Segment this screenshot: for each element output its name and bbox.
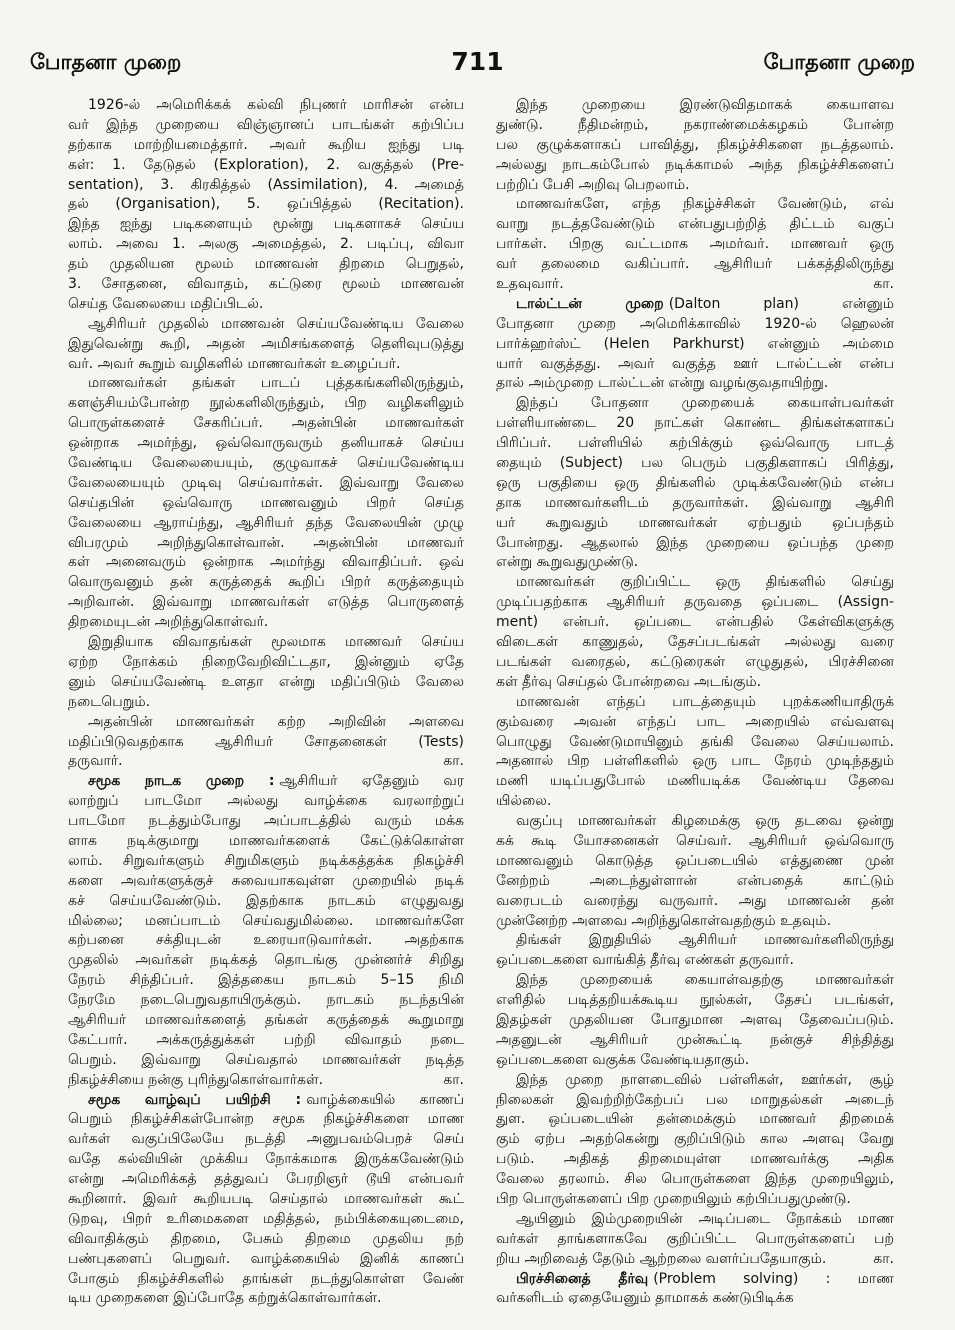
line-text: (Dalton plan) என்னும்: [668, 295, 894, 312]
text-line: [68, 991, 464, 1011]
line-text: வேலையையும் முடிவு செய்வார்கள். இவ்வாறு வேலை: [68, 474, 464, 491]
paragraph: [68, 96, 464, 315]
running-head-right: போதனா முறை: [763, 50, 915, 74]
line-text: கக் கூடி யோசனைகள் செய்வர். ஆசிரியர் ஒவ்வொரு: [496, 832, 894, 849]
text-line: [68, 215, 464, 235]
text-line: [496, 1011, 894, 1031]
line-text: கும் ஏற்ப அதற்கென்று குறிப்பிடும் கால அளவு வேறு: [496, 1131, 894, 1148]
text-line: [496, 892, 894, 912]
text-line: [68, 335, 464, 355]
line-text: கள் தீர்வு செய்தல் போன்றவை அடங்கும்.: [496, 673, 762, 690]
text-line: [68, 573, 464, 593]
text-line: [68, 295, 464, 315]
text-line: [68, 951, 464, 971]
author-initials: கா.: [443, 1071, 464, 1088]
line-text: இந்தப் போதனா முறையைக் கையாள்பவர்கள்: [516, 395, 894, 412]
paragraph: [496, 812, 894, 931]
text-line: [496, 792, 894, 812]
line-text: ment) என்பர். ஒப்படை என்பதில் கேள்விகளுக்கு: [496, 614, 894, 631]
text-line: [68, 454, 464, 474]
text-line: [496, 852, 894, 872]
text-line: [68, 1230, 464, 1250]
line-text: தையும் (Subject) பல பெரும் பகுதிகளாகப் பிரித்து,: [496, 455, 894, 472]
text-line: [496, 156, 894, 176]
text-line: [496, 573, 894, 593]
line-text: இறுதியாக விவாதங்கள் மூலமாக மாணவர் செய்ய: [88, 634, 464, 651]
text-line: [68, 931, 464, 951]
line-text: யில்லை.: [496, 793, 552, 810]
text-line: [496, 1071, 894, 1091]
text-line: [496, 593, 894, 613]
text-line: [496, 912, 894, 932]
line-text: நிகழ்ச்சியை நன்கு புரிந்துகொள்வார்கள்.: [68, 1071, 324, 1088]
text-line: [68, 374, 464, 394]
text-line: [68, 1270, 464, 1290]
text-line: [68, 1170, 464, 1190]
paragraph: [496, 1210, 894, 1270]
section-heading: சமூக நாடக முறை :: [88, 773, 275, 790]
line-text: வாறு நடத்தவேண்டும் என்பதுபற்றித் திட்டம் வகுப்: [496, 216, 894, 233]
line-text: இந்த முறையை இரண்டுவிதமாகக் கையாளவ: [516, 97, 894, 113]
text-line: [496, 374, 894, 394]
text-line: [496, 295, 894, 315]
line-text: யார் வகுத்தது. அவர் வகுத்த ஊர் டால்ட்டன் என்ப: [496, 355, 894, 372]
paragraph: [496, 195, 894, 294]
line-text: தல் (Organisation), 5. ஒப்பித்தல் (Recitation).: [68, 196, 464, 213]
text-line: [68, 1051, 464, 1071]
text-line: [496, 176, 894, 196]
line-text: வர் இந்த முறையை விஞ்ஞானப் பாடங்கள் கற்பிப்ப: [68, 116, 464, 133]
line-text: ஆயினும் இம்முறையின் அடிப்படை நோக்கம் மாண: [516, 1210, 894, 1227]
line-text: வரைபடம் வரைந்து வருவார். அது மாணவன் தன்: [496, 892, 894, 909]
text-line: [496, 355, 894, 375]
text-line: [68, 1190, 464, 1210]
line-text: பொழுது வேண்டுமாயினும் தங்கி வேலை செய்யலாம்.: [496, 733, 894, 750]
line-text: களை அவர்களுக்குச் சுவையாகவுள்ள முறையில் நடிக்: [68, 872, 464, 889]
text-line: [68, 355, 464, 375]
text-line: [496, 235, 894, 255]
line-text: பொருள்களைச் சேகரிப்பர். அதன்பின் மாணவர்கள்: [68, 415, 464, 432]
text-line: [496, 832, 894, 852]
line-text: அறிவான். இவ்வாறு மாணவர்கள் எடுத்த பொருளைத்: [68, 594, 464, 611]
author-initials: கா.: [873, 1250, 894, 1267]
line-text: வர் தலைமை வகிப்பார். ஆசிரியர் பக்கத்திலிருந்து: [496, 256, 894, 273]
line-text: னும் செய்யவேண்டி உளதா என்று மதிப்பிடும் வேலை: [68, 673, 464, 690]
text-line: [496, 812, 894, 832]
paragraph: [496, 96, 894, 195]
text-line: [68, 116, 464, 136]
line-text: இதுவென்று கூறி, அதன் அமிசங்களைத் தெளிவுபடுத்து: [68, 335, 464, 352]
paragraph: [496, 1270, 894, 1310]
line-text: பற்றிப் பேசி அறிவு பெறலாம்.: [496, 176, 690, 193]
text-line: [496, 1130, 894, 1150]
line-text: நிலைகள் இவற்றிற்கேற்பப் பல மாறுதல்கள் அடைந்: [496, 1091, 894, 1108]
text-line: [68, 195, 464, 215]
line-text: நேரமே நடைபெறுவதாயிருக்கும். நாடகம் நடந்தபின்: [68, 992, 464, 1009]
line-text: வதே கல்வியின் முக்கிய நோக்கமாக இருக்கவேண்டும்: [68, 1151, 464, 1168]
paragraph: [496, 693, 894, 812]
text-line: [496, 454, 894, 474]
line-text: 3. சோதனை, விவாதம், கட்டுரை மூலம் மாணவன்: [68, 276, 464, 293]
line-text: வகுப்பு மாணவர்கள் கிழமைக்கு ஒரு தடவை ஒன்று: [516, 813, 894, 830]
line-text: மாணவர்களே, எந்த நிகழ்ச்சிகள் வேண்டும், எவ்: [516, 196, 894, 213]
line-text: வர். அவர் கூறும் வழிகளில் மாணவர்கள் உழைப்பர்.: [68, 355, 401, 372]
text-line: [496, 1289, 894, 1309]
text-line: [68, 156, 464, 176]
paragraph: [496, 971, 894, 1070]
line-text: பெறும். இவ்வாறு செய்வதால் மாணவர்கள் நடித்த: [68, 1051, 464, 1068]
paragraph: [68, 772, 464, 1090]
line-text: நடைபெறும்.: [68, 693, 151, 710]
line-text: துண்டு. நீதிமன்றம், நகராண்மைக்கழகம் போன்ற: [496, 116, 894, 133]
line-text: தால் அம்முறை டால்ட்டன் என்று வழங்குவதாயிற்று.: [496, 375, 829, 392]
line-text: திங்கள் இறுதியில் ஆசிரியர் மாணவர்களிலிருந்து: [516, 932, 894, 949]
author-initials: கா.: [443, 753, 464, 770]
text-line: [68, 693, 464, 713]
line-text: பிற பொருள்களைப் பிற முறையிலும் கற்பிப்பதுமுண்டு.: [496, 1190, 851, 1207]
line-text: மாணவனும் கொடுத்த ஒப்படையில் எத்துணை முன்: [496, 852, 894, 869]
line-text: போன்றது. ஆதலால் இந்த முறையை ஒப்பந்த முறை: [496, 534, 894, 551]
line-text: வர்களிடம் ஏதையேனும் தாமாகக் கண்டுபிடிக்க: [496, 1290, 794, 1307]
line-text: பாடமோ நடத்தும்போது அப்பாடத்தில் வரும் மக்க: [68, 813, 464, 830]
text-line: [496, 414, 894, 434]
text-line: [68, 434, 464, 454]
text-line: [68, 255, 464, 275]
line-text: கேட்பார். அக்கருத்துக்கள் பற்றி விவாதம் நடை: [68, 1031, 464, 1048]
line-text: போதனா முறை அமெரிக்காவில் 1920-ல் ஹெலன்: [496, 315, 894, 332]
text-line: [496, 434, 894, 454]
line-text: ஏற்ற நோக்கம் நிறைவேறிவிட்டதா, இன்னும் ஏதே: [68, 653, 464, 670]
text-line: [68, 593, 464, 613]
text-line: [68, 613, 464, 633]
page-number: 711: [451, 47, 504, 76]
text-line: [68, 474, 464, 494]
line-text: மாணவர்கள் குறிப்பிட்ட ஒரு திங்களில் செய்து: [516, 574, 894, 591]
text-line: [68, 673, 464, 693]
line-text: செய்த வேலையை மதிப்பிடல்.: [68, 295, 264, 312]
line-text: sentation), 3. கிரகித்தல் (Assimilation), 4. அமைத்: [68, 176, 464, 193]
section-heading: டால்ட்டன் முறை: [516, 295, 664, 312]
paragraph: [68, 374, 464, 633]
paragraph: [68, 1091, 464, 1310]
text-line: [496, 1190, 894, 1210]
paragraph: [68, 633, 464, 713]
text-line: [496, 1110, 894, 1130]
line-text: பண்புகளைப் பெறுவர். வாழ்க்கையில் இனிக் காணப்: [68, 1250, 464, 1267]
line-text: விடைகள் காணுதல், தேசப்படங்கள் அல்லது வரை: [496, 634, 894, 651]
text-line: [68, 1130, 464, 1150]
text-line: [496, 534, 894, 554]
line-text: மணி யடிப்பதுபோல் மணியடிக்க வேண்டிய தேவை: [496, 773, 894, 790]
left-column: [68, 96, 464, 1309]
line-text: வேலை தரலாம். சில பொருள்களை இந்த முறையிலும்,: [496, 1171, 894, 1188]
line-text: கச் செய்யவேண்டும். இதற்காக நாடகம் எழுதுவது: [68, 892, 464, 909]
text-line: [496, 1091, 894, 1111]
line-text: கூறினார். இவர் கூறியபடி செய்தால் மாணவர்கள் கூட்: [68, 1190, 464, 1207]
text-line: [496, 772, 894, 792]
paragraph: [496, 295, 894, 394]
text-line: [68, 553, 464, 573]
text-line: [68, 534, 464, 554]
text-line: [496, 96, 894, 116]
text-line: [496, 1031, 894, 1051]
text-line: [68, 275, 464, 295]
text-line: [68, 1110, 464, 1130]
line-text: உதவுவார்.: [496, 276, 564, 293]
text-line: [496, 335, 894, 355]
text-line: [68, 792, 464, 812]
text-line: [496, 315, 894, 335]
line-text: முதலில் அவர்கள் நடிக்கத் தொடங்கு முன்னர்ச் சிறிது: [68, 952, 464, 969]
line-text: மாணவன் எந்தப் பாடத்தையும் புறக்கணியாதிருக்: [516, 693, 894, 710]
text-line: [68, 633, 464, 653]
paragraph: [496, 394, 894, 573]
line-text: வர்கள் வகுப்பிலேயே நடத்தி அனுபவம்பெறச் செய்: [68, 1131, 464, 1148]
right-column: [496, 96, 894, 1309]
text-line: [68, 971, 464, 991]
line-text: முன்னேற்ற அளவை அறிந்துகொள்வதற்கும் உதவும்.: [496, 912, 832, 929]
line-text: டுறவு, பிறர் உரிமைகளை மதித்தல், நம்பிக்கையுடைமை,: [68, 1210, 464, 1227]
text-line: [496, 215, 894, 235]
line-text: படங்கள் வரைதல், கட்டுரைகள் எழுதுதல், பிரச்சினை: [496, 653, 894, 670]
text-line: [68, 1071, 464, 1091]
text-line: [68, 136, 464, 156]
text-line: [68, 235, 464, 255]
text-line: [68, 1011, 464, 1031]
line-text: வேலையை ஆராய்ந்து, ஆசிரியர் தந்த வேலையின் முழு: [68, 514, 464, 531]
line-text: மில்லை; மனப்பாடம் செய்வதுமில்லை. மாணவர்களே: [68, 912, 464, 929]
line-text: விபரமும் அறிந்துகொள்வான். அதன்பின் மாணவர்: [68, 534, 464, 551]
paragraph: [496, 931, 894, 971]
text-line: [496, 991, 894, 1011]
text-line: [496, 872, 894, 892]
line-text: விவாதிக்கும் திறமை, பேசும் திறமை முதலிய நற்: [68, 1230, 464, 1247]
line-text: பல குழுக்களாகப் பாவித்து, நிகழ்ச்சிகளை நடத்தலாம்.: [496, 136, 894, 153]
text-line: [68, 394, 464, 414]
line-text: (Problem solving) : மாண: [653, 1270, 894, 1287]
line-text: அதனுடன் ஆசிரியர் முன்கூட்டி நன்குச் சிந்தித்து: [496, 1031, 894, 1048]
line-text: னேற்றம் அடைந்துள்ளான் என்பதைக் காட்டும்: [496, 872, 894, 889]
line-text: லாம். சிறுவர்களும் சிறுமிகளும் நடிக்கத்தக்க நிகழ்ச்சி: [68, 852, 464, 869]
line-text: யர் கூறுவதும் மாணவர்கள் ஏற்பதும் ஒப்பந்தம்: [496, 514, 894, 531]
text-line: [68, 414, 464, 434]
text-line: [68, 872, 464, 892]
text-line: [68, 1250, 464, 1270]
text-line: [496, 752, 894, 772]
text-line: [496, 474, 894, 494]
line-text: ஆசிரியர் முதலில் மாணவன் செய்யவேண்டிய வேலை: [88, 315, 464, 332]
line-text: என்று கூறுவதுமுண்டு.: [496, 554, 639, 571]
text-line: [496, 713, 894, 733]
text-line: [496, 633, 894, 653]
text-line: [496, 1250, 894, 1270]
line-text: வர்கள் தாங்களாகவே குறிப்பிட்ட பொருள்களைப் பற்: [496, 1230, 894, 1247]
line-text: ளாக நடிக்குமாறு மாணவர்களைக் கேட்டுக்கொள்ள: [68, 832, 464, 849]
text-line: [496, 136, 894, 156]
text-line: [68, 912, 464, 932]
line-text: ஒப்படைகளை வகுக்க வேண்டியதாகும்.: [496, 1051, 750, 1068]
text-line: [496, 1210, 894, 1230]
paragraph: [496, 1071, 894, 1210]
text-line: [496, 951, 894, 971]
text-line: [496, 195, 894, 215]
line-text: போகும் நிகழ்ச்சிகளில் தாங்கள் நடந்துகொள்ள வேண்: [68, 1270, 464, 1287]
line-text: கள் அனைவரும் ஒன்றாக அமர்ந்து விவாதிப்பர். ஒவ்: [68, 554, 464, 571]
line-text: பெறும் நிகழ்ச்சிகள்போன்ற சமூக நிகழ்ச்சிகளை மாண: [68, 1111, 464, 1128]
text-line: [496, 673, 894, 693]
text-line: [68, 315, 464, 335]
line-text: இதழ்கள் முதலியன போதுமான அளவு தேவைப்படும்.: [496, 1011, 894, 1028]
line-text: ஒன்றாக அமர்ந்து, ஒவ்வொருவரும் தனியாகச் செய்ய: [68, 435, 464, 452]
text-line: [68, 812, 464, 832]
line-text: மதிப்பிடுவதற்காக ஆசிரியர் சோதனைகள் (Tests): [68, 733, 464, 750]
text-line: [496, 394, 894, 414]
text-line: [496, 1230, 894, 1250]
line-text: தம் முதலியன மூலம் மாணவன் திறமை பெறுதல்,: [68, 256, 464, 273]
section-heading: சமூக வாழ்வுப் பயிற்சி :: [88, 1091, 302, 1108]
line-text: என்று அமெரிக்கத் தத்துவப் பேரறிஞர் டூயி என்பவர்: [68, 1171, 464, 1188]
line-text: பார்கள். பிறகு வட்டமாக அமர்வர். மாணவர் ஒரு: [496, 236, 894, 253]
text-line: [496, 116, 894, 136]
line-text: கற்பனை சக்தியுடன் உரையாடுவார்கள். அதற்காக: [68, 932, 464, 949]
line-text: முடிப்பதற்காக ஆசிரியர் தருவதை ஒப்படை (Assign-: [496, 594, 894, 611]
line-text: தருவார்.: [68, 753, 123, 770]
text-line: [496, 931, 894, 951]
line-text: டிய முறைகளை இப்போதே கற்றுக்கொள்வார்கள்.: [68, 1290, 382, 1307]
paragraph: [496, 573, 894, 692]
line-text: திறமையுடன் அறிந்துகொள்வர்.: [68, 614, 269, 631]
line-text: ஒரு பகுதியை ஒரு திங்களில் முடிக்கவேண்டும் என்ப: [496, 474, 894, 491]
line-text: லாற்றுப் பாடமோ அல்லது வாழ்க்கை வரலாற்றுப்: [68, 793, 464, 810]
text-line: [496, 1170, 894, 1190]
text-line: [68, 494, 464, 514]
text-line: [68, 96, 464, 116]
line-text: பார்க்ஹர்ஸ்ட் (Helen Parkhurst) என்னும் அம்மை: [496, 335, 894, 352]
text-line: [496, 653, 894, 673]
text-line: [68, 832, 464, 852]
text-line: [68, 852, 464, 872]
line-text: கள்: 1. தேடுதல் (Exploration), 2. வகுத்தல் (Pre-: [68, 156, 464, 173]
text-line: [68, 1031, 464, 1051]
text-line: [496, 613, 894, 633]
text-line: [496, 1051, 894, 1071]
text-line: [496, 255, 894, 275]
line-text: துள. ஒப்படையின் தன்மைக்கும் மாணவர் திறமைக்: [496, 1111, 894, 1128]
line-text: ஆசிரியர் ஏதேனும் வர: [279, 773, 464, 790]
text-line: [496, 693, 894, 713]
running-head-left: போதனா முறை: [30, 50, 182, 74]
line-text: வொருவனும் தன் கருத்தைக் கூறிப் பிறர் கருத்தையும்: [68, 574, 464, 591]
line-text: படும். அதிகத் திறமையுள்ள மாணவர்க்கு அதிக: [496, 1151, 894, 1168]
text-line: [68, 514, 464, 534]
text-line: [496, 1150, 894, 1170]
line-text: தற்காக மாற்றியமைத்தார். அவர் கூறிய ஐந்து படி: [68, 136, 464, 153]
paragraph: [68, 713, 464, 773]
text-line: [68, 1210, 464, 1230]
line-text: இந்த ஐந்து படிகளையும் மூன்று படிகளாகச் செய்ய: [68, 216, 464, 233]
text-line: [68, 752, 464, 772]
text-line: [496, 494, 894, 514]
line-text: றிய அறிவைத் தேடும் ஆற்றலை வளர்ப்பதேயாகும்.: [496, 1250, 827, 1267]
text-line: [68, 1091, 464, 1111]
line-text: தாக மாணவர்களிடம் தருவார்கள். இவ்வாறு ஆசிரி: [496, 494, 894, 511]
text-line: [68, 772, 464, 792]
text-line: [496, 733, 894, 753]
text-line: [496, 971, 894, 991]
line-text: எளிதில் படித்தறியக்கூடிய நூல்கள், தேசப் படங்கள்,: [496, 992, 894, 1009]
text-line: [68, 1150, 464, 1170]
text-line: [68, 176, 464, 196]
line-text: அதனால் பிற பள்ளிகளில் ஒரு பாட நேரம் முடிந்ததும்: [496, 753, 894, 770]
line-text: நேரம் சிந்திப்பர். இத்தகைய நாடகம் 5–15 நிமி: [68, 972, 464, 989]
line-text: அதன்பின் மாணவர்கள் கற்ற அறிவின் அளவை: [88, 713, 464, 730]
text-line: [496, 275, 894, 295]
line-text: ஒப்படைகளை வாங்கித் தீர்வு எண்கள் தருவார்.: [496, 952, 794, 969]
text-line: [68, 713, 464, 733]
line-text: 1926-ல் அமெரிக்கக் கல்வி நிபுணர் மாரிசன் என்ப: [88, 97, 464, 113]
section-heading: பிரச்சினைத் தீர்வு: [516, 1270, 649, 1287]
text-line: [68, 733, 464, 753]
line-text: இந்த முறை நாளடைவில் பள்ளிகள், ஊர்கள், சூழ்: [516, 1071, 894, 1088]
line-text: மாணவர்கள் தங்கள் பாடப் புத்தகங்களிலிருந்தும்,: [88, 375, 464, 392]
text-line: [68, 653, 464, 673]
line-text: செய்தபின் ஒவ்வொரு மாணவனும் பிறர் செய்த: [68, 494, 464, 511]
line-text: ஆசிரியர் மாணவர்களைத் தங்கள் கருத்தைக் கூறுமாறு: [68, 1011, 464, 1028]
line-text: வாழ்க்கையில் காணப்: [306, 1091, 464, 1108]
text-line: [68, 1289, 464, 1309]
text-line: [496, 1270, 894, 1290]
text-line: [496, 514, 894, 534]
line-text: கும்வரை அவன் எந்தப் பாட அறையில் எவ்வளவு: [496, 713, 894, 730]
text-line: [496, 553, 894, 573]
line-text: அல்லது நாடகம்போல் நடிக்காமல் அந்த நிகழ்ச்சிகளைப்: [496, 156, 894, 173]
text-line: [68, 892, 464, 912]
line-text: களஞ்சியம்போன்ற நூல்களிலிருந்தும், பிற வழிகளிலும்: [68, 395, 464, 412]
line-text: பள்ளியாண்டை 20 நாட்கள் கொண்ட திங்கள்களாகப்: [496, 415, 894, 432]
line-text: பிரிப்பர். பள்ளியில் கற்பிக்கும் ஒவ்வொரு பாடத்: [496, 435, 894, 452]
line-text: லாம். அவை 1. அலகு அமைத்தல், 2. படிப்பு, விவா: [68, 236, 464, 253]
paragraph: [68, 315, 464, 375]
line-text: வேண்டிய வேலையையும், குழுவாகச் செய்யவேண்டிய: [68, 455, 464, 472]
author-initials: கா.: [873, 276, 894, 293]
line-text: இந்த முறையைக் கையாள்வதற்கு மாணவர்கள்: [516, 972, 894, 989]
